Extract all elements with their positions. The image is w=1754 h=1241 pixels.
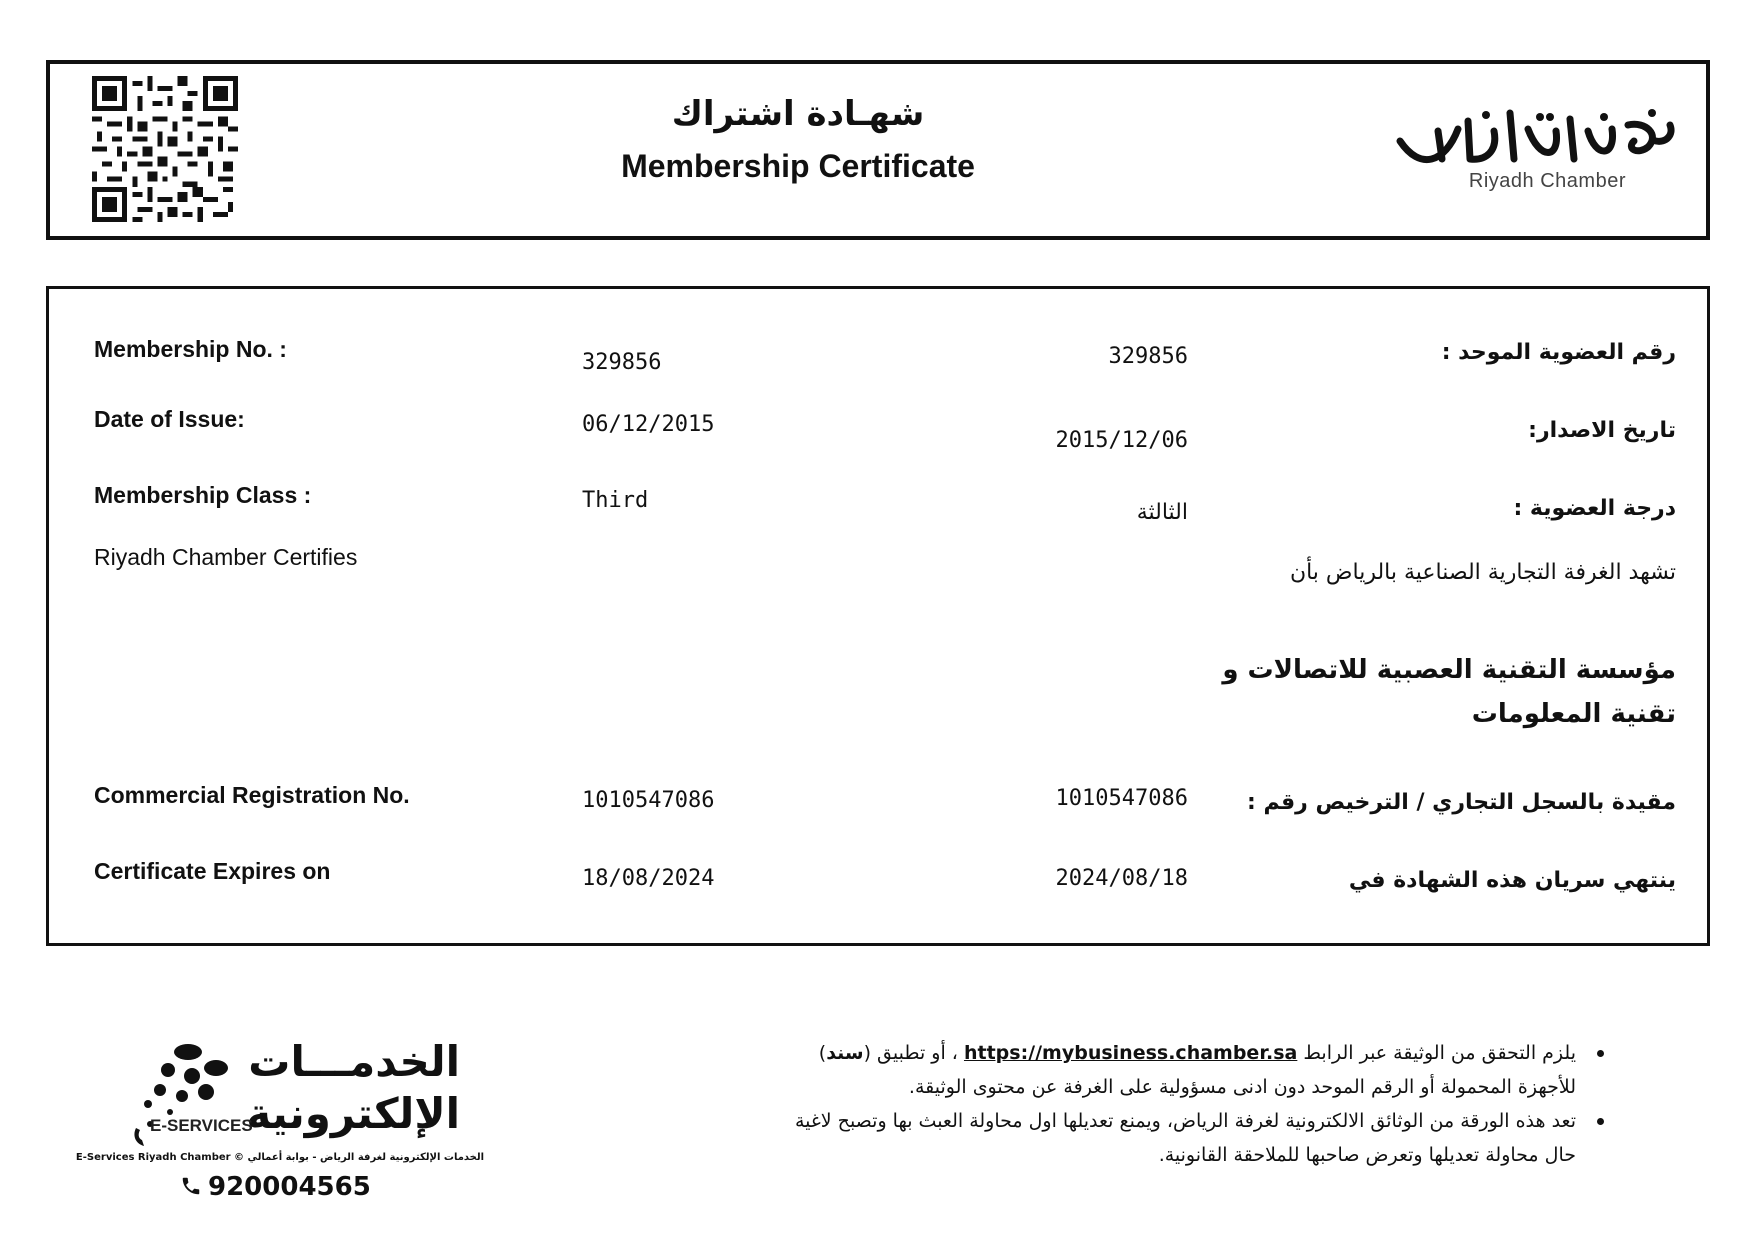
verification-link[interactable]: https://mybusiness.chamber.sa [963,1042,1298,1064]
commercial-registration-value-en: 1010547086 [582,788,715,813]
note1-text-after: ، أو تطبيق ( [863,1042,958,1064]
verification-notes [760,1036,1610,1172]
membership-class-value-ar: الثالثة [1136,500,1188,525]
certificate-header [46,60,1710,240]
expires-label-ar: ينتهي سريان هذه الشهادة في [1348,868,1676,893]
membership-no-value-ar: 329856 [1108,344,1188,369]
membership-class-label-ar: درجة العضوية : [1513,496,1676,521]
expires-value-en: 18/08/2024 [582,866,715,891]
commercial-registration-label-ar: مقيدة بالسجل التجاري / الترخيص رقم : [1247,790,1676,815]
membership-no-value-en: 329856 [582,350,662,375]
note1-text: يلزم التحقق من الوثيقة عبر الرابط [1303,1042,1576,1064]
certificate-title-arabic: شهـادة اشتراك [671,94,925,134]
eservices-tag: E-SERVICES [150,1116,253,1135]
membership-no-label-en: Membership No. : [94,336,287,362]
note2-text: تعد هذه الورقة من الوثائق الالكترونية لغرفة الرياض، ويمنع تعديلها اول محاولة العبث بها وتصبح لاغية حال محاولة تعديلها وتعرض صاحبها للملاحقة القانونية. [794,1110,1576,1166]
certificate-title-english: Membership Certificate [621,148,975,184]
note1-text-tail: ) للأجهزة المحمولة أو الرقم الموحد دون ادنى مسؤولية على الغرفة عن محتوى الوثيقة. [818,1042,1576,1098]
certifies-label-ar: تشهد الغرفة التجارية الصناعية بالرياض بأن [1289,560,1676,585]
phone-number-text: 920004565 [208,1172,371,1202]
phone-number[interactable] [180,1172,371,1202]
membership-class-value-en: Third [582,488,649,513]
eservices-title [246,1036,460,1140]
note-verification [760,1036,1610,1104]
commercial-registration-label-en: Commercial Registration No. [94,782,410,808]
membership-no-label-ar: رقم العضوية الموحد : [1441,340,1676,365]
sanad-app-name: سند [826,1042,864,1064]
expires-value-ar: 2024/08/18 [1055,866,1188,891]
eservices-title-line1: الخدمـــات [248,1037,460,1086]
logo-caption: Riyadh Chamber [1468,170,1626,192]
membership-class-label-en: Membership Class : [94,482,312,508]
commercial-registration-value-ar: 1010547086 [1055,786,1188,811]
expires-label-en: Certificate Expires on [94,858,331,884]
eservices-title-line2: الإلكترونية [246,1089,460,1138]
eservices-caption: E-Services Riyadh Chamber © الخدمات الإلكترونية لغرفة الرياض - بوابة أعمالي [75,1152,485,1163]
date-of-issue-value-ar: 2015/12/06 [1055,428,1188,453]
certificate-details [46,286,1710,946]
date-of-issue-label-ar: تاريخ الاصدار: [1528,418,1676,443]
note-electronic-document [760,1104,1610,1172]
phone-icon [180,1175,202,1197]
date-of-issue-value-en: 06/12/2015 [582,412,715,437]
date-of-issue-label-en: Date of Issue: [94,406,245,432]
certifies-label-en: Riyadh Chamber Certifies [94,544,358,570]
company-name-arabic: مؤسسة التقنية العصبية للاتصالات و تقنية المعلومات [1222,655,1676,729]
